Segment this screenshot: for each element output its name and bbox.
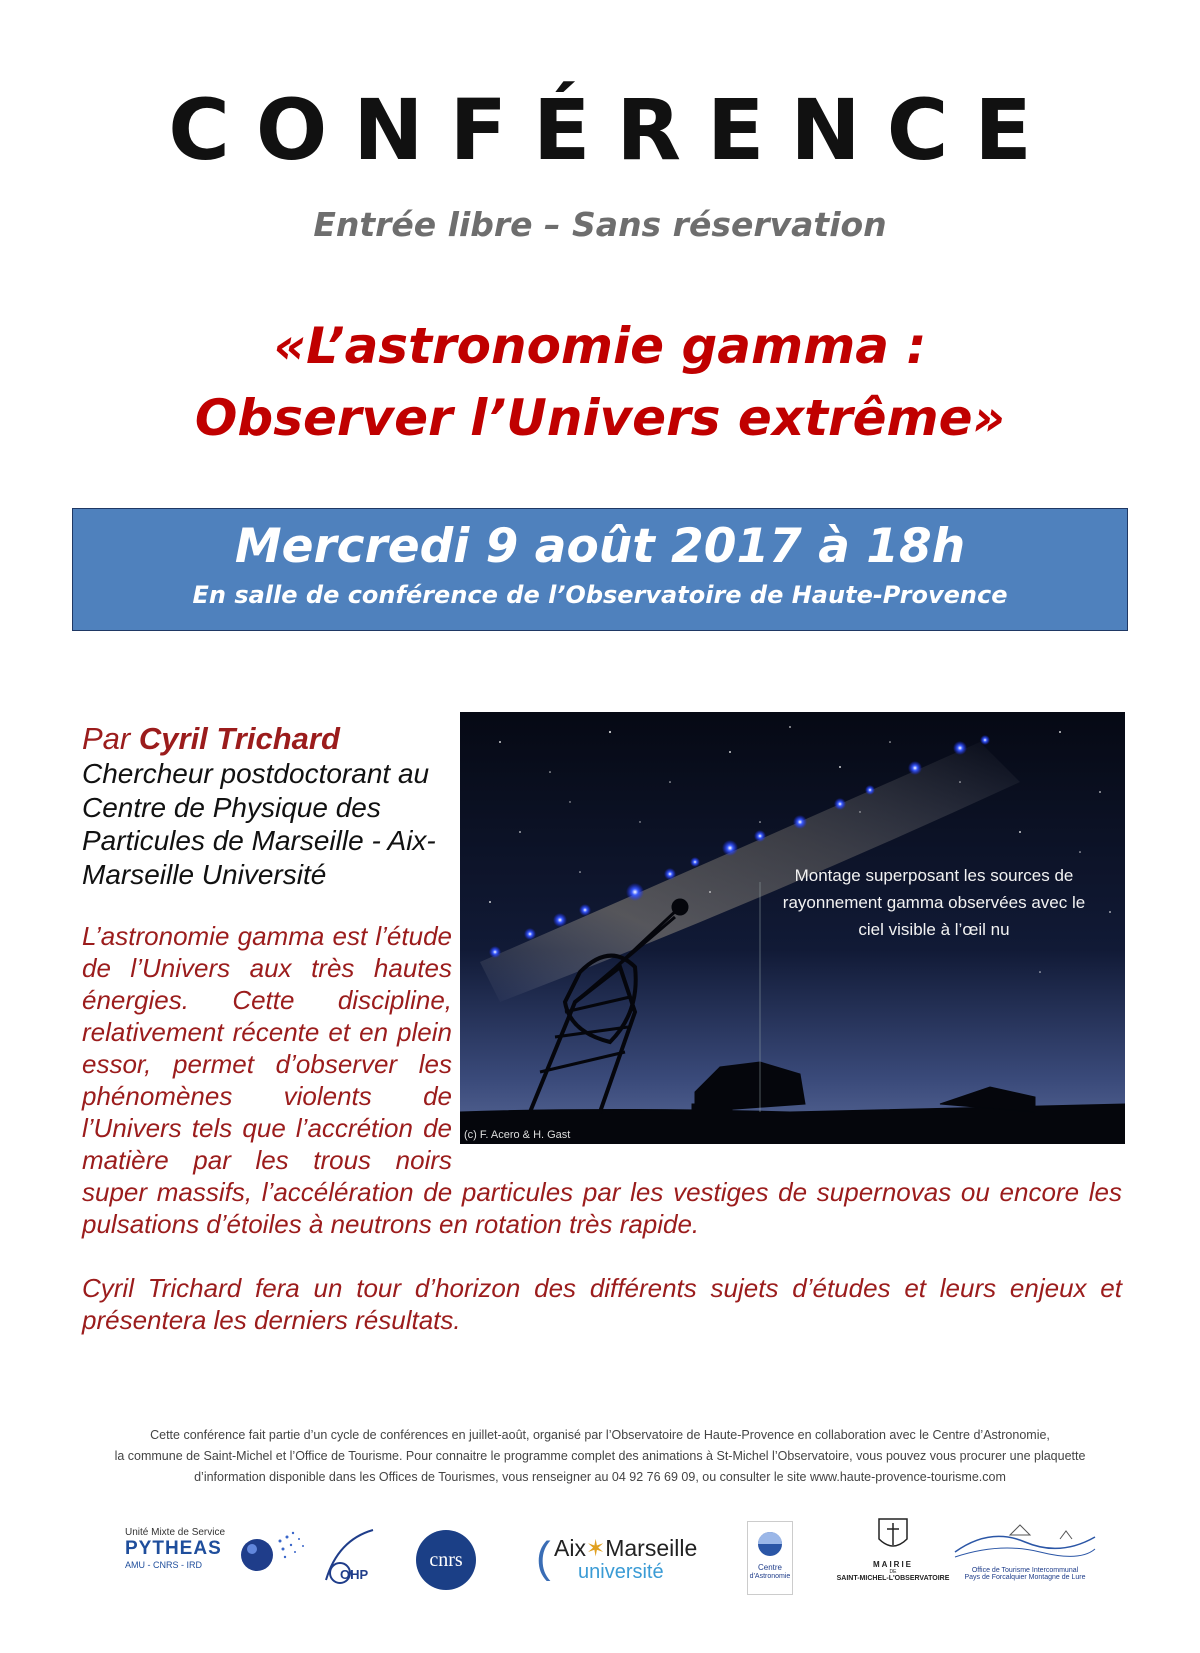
speaker-name: Cyril Trichard xyxy=(138,721,340,756)
footer-line-1: Cette conférence fait partie d’un cycle de conférences en juillet-août, organisé par l’Observatoire de Haute-Provence en collaboration avec le Centre d’Astronomie, xyxy=(150,1428,1050,1442)
description-paragraph-1: L’astronomie gamma est l’étude de l’Univers aux très hautes énergies. Cette discipline, relativement récente et en plein essor, permet d’observer les phénomènes violents de l’Univers tels que l’accrétion de matière par les trous noirs super massifs, l’accélération de particules par les vestiges de supernovas ou encore les pulsations d’étoiles à neutrons en rotation très rapide. xyxy=(82,921,1122,1239)
pytheas-top: Unité Mixte de Service xyxy=(125,1527,226,1538)
poster-heading: CONFÉRENCE xyxy=(168,81,1058,179)
image-credit: (c) F. Acero & H. Gast xyxy=(464,1129,571,1141)
talk-title-line-1: «L’astronomie gamma : xyxy=(273,317,927,375)
pytheas-globe-icon xyxy=(235,1519,315,1579)
centre-line-2: d'Astronomie xyxy=(749,1573,791,1580)
centre-astronomie-logo xyxy=(747,1521,793,1595)
footer-note xyxy=(60,1425,1140,1488)
image-caption: Montage superposant les sources de rayonnement gamma observées avec le ciel visible à l’œil nu xyxy=(782,866,1086,939)
partner-logos xyxy=(0,1505,1200,1635)
office-tourisme-logo xyxy=(950,1517,1100,1587)
talk-description xyxy=(82,920,1122,1336)
ohp-icon xyxy=(318,1525,378,1595)
town-crest-icon xyxy=(877,1517,909,1555)
event-date-box xyxy=(72,508,1128,631)
amu-logo: ( Aix✶Marseille université xyxy=(536,1533,698,1583)
talk-title xyxy=(0,310,1200,454)
speaker-line xyxy=(82,720,462,757)
observatory-dome-icon xyxy=(750,1528,790,1558)
pytheas-logo xyxy=(125,1527,315,1597)
admission-subtitle: Entrée libre – Sans réservation xyxy=(313,205,887,244)
tourisme-line-1: Office de Tourisme Intercommunal xyxy=(971,1567,1079,1574)
event-date: Mercredi 9 août 2017 à 18h xyxy=(234,519,966,574)
speaker-by: Par xyxy=(82,721,131,756)
event-venue: En salle de conférence de l’Observatoire de Haute-Provence xyxy=(192,580,1008,609)
image-wrap-spacer xyxy=(452,920,1122,1148)
footer-line-2: la commune de Saint-Michel et l’Office de Tourisme. Pour connaitre le programme complet des animations à St-Michel l’Observatoire, vous pouvez vous procurer une plaquette xyxy=(114,1449,1086,1463)
amu-aix: Aix xyxy=(554,1535,586,1561)
mairie-label: MAIRIE xyxy=(873,1560,913,1569)
mairie-de: DE xyxy=(889,1569,897,1575)
speaker-role: Chercheur postdoctorant au Centre de Physique des Particules de Marseille - Aix-Marseille Université xyxy=(82,758,436,890)
centre-line-1: Centre xyxy=(757,1563,782,1572)
tourisme-line-2: Pays de Forcalquier Montagne de Lure xyxy=(964,1574,1086,1581)
ohp-logo xyxy=(318,1525,378,1595)
cnrs-text: cnrs xyxy=(429,1548,463,1571)
amu-marseille: Marseille xyxy=(605,1535,698,1561)
mairie-logo xyxy=(838,1517,948,1612)
pytheas-name: PYTHEAS xyxy=(125,1538,222,1559)
talk-title-line-2: Observer l’Univers extrême» xyxy=(194,389,1006,447)
footer-line-3: d’information disponible dans les Offices de Tourismes, vous renseigner au 04 92 76 69 09, ou consulter le site www.haute-provence-tourisme.com xyxy=(194,1470,1006,1484)
amu-universite: université xyxy=(578,1561,664,1583)
speaker-block xyxy=(82,720,462,892)
description-paragraph-2: Cyril Trichard fera un tour d’horizon des différents sujets d’études et leurs enjeux et présentera les derniers résultats. xyxy=(82,1273,1122,1335)
landscape-icon xyxy=(950,1517,1100,1562)
mairie-town: SAINT-MICHEL-L'OBSERVATOIRE xyxy=(836,1575,950,1582)
ohp-text: OHP xyxy=(340,1567,369,1582)
cnrs-logo xyxy=(416,1530,476,1590)
pytheas-sub: AMU - CNRS - IRD xyxy=(125,1560,202,1570)
